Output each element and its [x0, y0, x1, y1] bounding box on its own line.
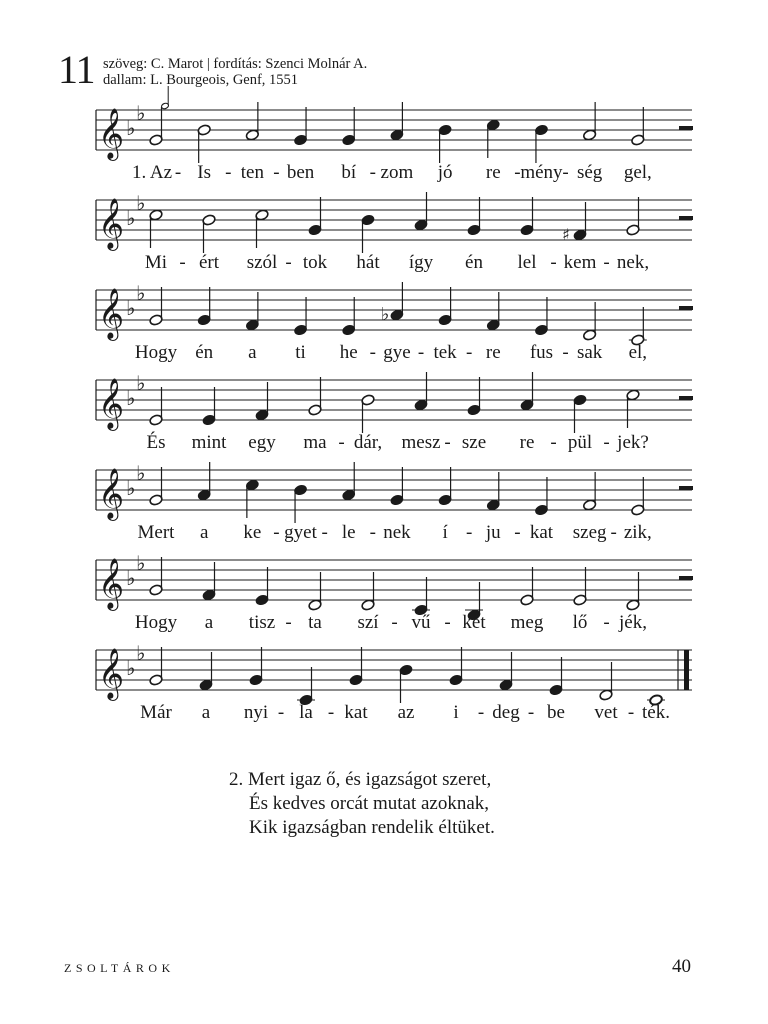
lyric-hyphen: - — [321, 522, 328, 543]
lyric-hyphen: - — [466, 522, 473, 543]
verse-line: És kedves orcát mutat azoknak, — [249, 793, 490, 814]
lyric-syllable: he — [339, 342, 358, 363]
lyric-syllable: jó — [437, 162, 453, 183]
lyric-syllable: pül — [567, 432, 593, 453]
lyric-syllable: sze — [461, 432, 487, 453]
lyric-syllable: Hogy — [134, 612, 178, 633]
lyric-syllable: Már — [140, 702, 172, 723]
lyric-hyphen: - — [174, 162, 182, 183]
verse-2 — [229, 768, 495, 840]
lyric-syllable: tisz — [248, 612, 276, 633]
lyric-hyphen: - — [285, 612, 292, 633]
flat-icon: ♭ — [126, 476, 136, 500]
lyric-syllable: be — [547, 702, 565, 723]
verse-line: 2. Mert igaz ő, és igazságot szeret, — [229, 769, 492, 790]
lyric-syllable: hát — [356, 252, 380, 273]
lyric-syllable: ten — [240, 162, 264, 183]
staff-system — [96, 641, 696, 723]
lyric-hyphen: - — [327, 702, 335, 723]
lyric-syllable: re — [485, 162, 501, 183]
lyric-syllable: re — [519, 432, 535, 453]
lyric-syllable: a — [199, 522, 209, 543]
lyric-syllable: szeg — [572, 522, 607, 543]
staff-svg — [96, 281, 696, 340]
lyric-syllable: ti — [295, 342, 306, 363]
staff-system — [96, 551, 696, 633]
lyric-syllable: ke — [243, 522, 262, 543]
lyric-syllable: így — [408, 252, 434, 273]
lyric-syllable: sak — [576, 342, 603, 363]
flat-icon: ♭ — [380, 304, 390, 325]
lyric-syllable: lel — [517, 252, 537, 273]
lyric-line — [96, 612, 696, 634]
lyric-syllable: ta — [308, 612, 322, 633]
flat-icon: ♭ — [136, 371, 146, 395]
staff-svg — [96, 641, 696, 700]
lyric-syllable: gel, — [623, 162, 652, 183]
lyric-syllable: Mi — [144, 252, 168, 273]
lyric-hyphen: - — [550, 432, 557, 453]
lyric-syllable: í — [442, 522, 448, 543]
staff-svg — [96, 461, 696, 520]
hymn-number: 11 — [58, 47, 95, 92]
lyric-hyphen: - — [562, 342, 569, 363]
lyric-hyphen: - — [285, 252, 292, 273]
lyric-hyphen: - — [369, 342, 376, 363]
lyric-hyphen: - — [610, 522, 617, 543]
half-rest — [679, 126, 693, 130]
lyric-hyphen: - — [369, 162, 376, 183]
lyric-syllable: ket — [462, 612, 486, 633]
section-title: ZSOLTÁROK — [64, 961, 175, 975]
lyric-hyphen: - — [391, 612, 398, 633]
flat-icon: ♭ — [136, 191, 146, 215]
flat-icon: ♭ — [126, 206, 136, 230]
flat-icon: ♭ — [126, 386, 136, 410]
lyric-syllable: a — [248, 342, 257, 363]
sharp-icon: ♯ — [562, 225, 570, 244]
lyric-hyphen: - — [444, 612, 451, 633]
lyric-syllable: szí — [357, 612, 379, 633]
flat-icon: ♭ — [136, 101, 146, 125]
treble-clef-icon: 𝄞 — [98, 648, 125, 699]
lyric-syllable: ben — [286, 162, 315, 183]
lyric-syllable: És — [146, 432, 166, 453]
staff-system — [96, 101, 696, 183]
lyric-syllable: vű — [411, 612, 431, 633]
lyric-syllable: ték. — [642, 702, 670, 723]
lyric-syllable: meg — [510, 612, 544, 633]
lyric-line — [96, 702, 696, 724]
treble-clef-icon: 𝄞 — [98, 288, 125, 339]
treble-clef-icon: 𝄞 — [98, 378, 125, 429]
lyric-line — [96, 432, 696, 454]
lyric-syllable: vet — [594, 702, 618, 723]
lyric-syllable: le — [341, 522, 356, 543]
lyric-syllable: jek? — [617, 432, 649, 453]
lyric-syllable: re — [485, 342, 501, 363]
lyric-syllable: mény — [520, 162, 563, 183]
flat-icon: ♭ — [136, 551, 146, 575]
staff-svg — [96, 551, 696, 610]
lyric-hyphen: - — [627, 702, 635, 723]
lyric-hyphen: - — [527, 702, 535, 723]
lyric-syllable: ma — [303, 432, 327, 453]
text-credit: szöveg: C. Marot | fordítás: Szenci Molnár A. — [103, 56, 368, 72]
half-rest — [679, 576, 693, 580]
lyric-hyphen: - — [277, 702, 285, 723]
lyric-syllable: zom — [380, 162, 414, 183]
lyric-syllable: gye — [383, 342, 411, 363]
melody-credit: dallam: L. Bourgeois, Genf, 1551 — [103, 72, 299, 88]
flat-icon: ♭ — [136, 461, 146, 485]
lyric-syllable: 1. Az — [131, 162, 173, 183]
lyric-syllable: ért — [198, 252, 220, 273]
lyric-syllable: nek, — [616, 252, 650, 273]
lyric-syllable: deg — [492, 702, 520, 723]
lyric-syllable: ség — [576, 162, 603, 183]
lyric-syllable: egy — [248, 432, 276, 453]
staff-svg — [96, 371, 696, 430]
lyric-hyphen: - — [417, 342, 425, 363]
lyric-syllable: tek — [433, 342, 457, 363]
lyric-hyphen: - — [273, 522, 280, 543]
page-number: 40 — [672, 956, 691, 977]
hymn-credits — [103, 56, 367, 88]
lyric-syllable: dár, — [353, 432, 383, 453]
lyric-hyphen: - — [514, 522, 521, 543]
lyric-hyphen: - — [466, 342, 473, 363]
lyric-syllable: tok — [302, 252, 328, 273]
lyric-syllable: kem — [563, 252, 597, 273]
lyric-syllable: i — [453, 702, 459, 723]
flat-icon: ♭ — [126, 656, 136, 680]
staff-system — [96, 191, 696, 273]
flat-icon: ♭ — [136, 641, 146, 665]
lyric-syllable: lő — [572, 612, 588, 633]
lyric-syllable: a — [201, 702, 211, 723]
lyric-hyphen: - — [338, 432, 345, 453]
lyric-hyphen: - — [603, 612, 610, 633]
lyric-syllable: kat — [344, 702, 368, 723]
final-thick-bar — [684, 650, 689, 690]
staff-system — [96, 281, 696, 363]
lyric-hyphen: - — [514, 162, 521, 183]
lyric-hyphen: - — [369, 522, 376, 543]
lyric-syllable: bí — [341, 162, 357, 183]
lyric-syllable: la — [299, 702, 313, 723]
staff-svg — [96, 191, 696, 250]
half-rest — [679, 396, 693, 400]
lyric-syllable: az — [397, 702, 415, 723]
lyric-syllable: én — [465, 252, 483, 273]
staff-system — [96, 461, 696, 543]
lyric-syllable: a — [204, 612, 214, 633]
half-rest — [679, 486, 693, 490]
staff-svg — [96, 101, 696, 160]
treble-clef-icon: 𝄞 — [98, 108, 125, 159]
flat-icon: ♭ — [126, 296, 136, 320]
lyric-hyphen: - — [550, 252, 557, 273]
lyric-line — [96, 522, 696, 544]
lyric-syllable: szól — [246, 252, 278, 273]
lyric-syllable: Mert — [137, 522, 175, 543]
lyric-hyphen: - — [225, 162, 232, 183]
lyric-hyphen: - — [444, 432, 451, 453]
lyric-syllable: zik, — [623, 522, 652, 543]
flat-icon: ♭ — [126, 116, 136, 140]
lyric-syllable: mesz — [401, 432, 441, 453]
lyric-hyphen: - — [273, 162, 280, 183]
lyric-syllable: Is — [197, 162, 212, 183]
staff-system — [96, 371, 696, 453]
lyric-syllable: mint — [191, 432, 227, 453]
lyric-syllable: jék, — [619, 612, 647, 633]
treble-clef-icon: 𝄞 — [98, 558, 125, 609]
lyric-syllable: kat — [529, 522, 554, 543]
lyric-syllable: Hogy — [134, 342, 178, 363]
lyric-hyphen: - — [477, 702, 485, 723]
treble-clef-icon: 𝄞 — [98, 198, 125, 249]
lyric-line — [96, 342, 696, 364]
lyric-line — [96, 162, 696, 184]
flat-icon: ♭ — [126, 566, 136, 590]
lyric-hyphen: - — [562, 162, 569, 183]
lyric-syllable: fus — [529, 342, 554, 363]
lyric-syllable: nek — [383, 522, 411, 543]
lyric-hyphen: - — [603, 252, 610, 273]
lyric-line — [96, 252, 696, 274]
treble-clef-icon: 𝄞 — [98, 468, 125, 519]
lyric-syllable: gyet — [284, 522, 317, 543]
lyric-hyphen: - — [603, 432, 610, 453]
half-rest — [679, 306, 693, 310]
lyric-syllable: ju — [485, 522, 501, 543]
lyric-syllable: én — [195, 342, 214, 363]
half-rest — [679, 216, 693, 220]
verse-line: Kik igazságban rendelik éltüket. — [249, 817, 495, 838]
lyric-syllable: nyi — [243, 702, 269, 723]
lyric-hyphen: - — [179, 252, 186, 273]
lyric-syllable: el, — [628, 342, 648, 363]
flat-icon: ♭ — [136, 281, 146, 305]
